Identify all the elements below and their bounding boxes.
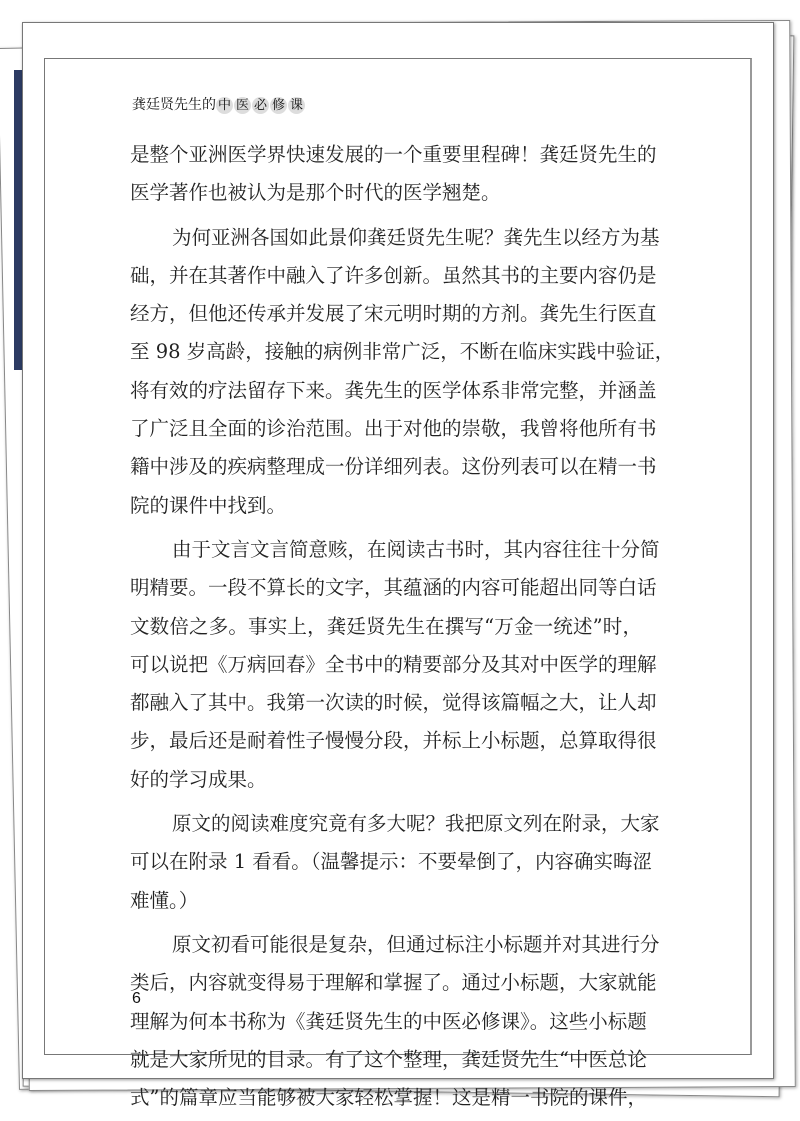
paragraph [130,535,660,803]
running-header [132,94,306,114]
text-line: 医学著作也被认为是那个时代的医学翘楚。 [130,181,501,205]
paragraph [130,809,660,924]
header-highlight-char: 必 [253,98,267,113]
text-line: 好的学习成果。 [130,767,267,791]
text-line: 类后，内容就变得易于理解和掌握了。通过小标题，大家就能 [130,971,657,995]
text-line: 为何亚洲各国如此景仰龚廷贤先生呢？龚先生以经方为基 [172,225,660,249]
text-line: 可以说把《万病回春》全书中的精要部分及其对中医学的理解 [130,652,657,676]
text-line: 础，并在其著作中融入了许多创新。虽然其书的主要内容仍是 [130,263,657,287]
header-highlight-char: 中 [217,98,231,113]
header-highlight-char: 课 [289,98,303,113]
header-highlight-char: 修 [271,98,285,113]
header-prefix: 龚廷贤先生的 [132,97,216,113]
header-highlight-char: 医 [235,98,249,113]
paragraph [130,930,660,1121]
text-line: 式”的篇章应当能够被大家轻松掌握！这是精一书院的课件， [130,1086,647,1110]
paragraph [130,140,657,217]
text-line: 理解为何本书称为《龚廷贤先生的中医必修课》。这些小标题 [130,1009,647,1033]
text-line: 至 98 岁高龄，接触的病例非常广泛，不断在临床实践中验证， [130,340,675,364]
text-line: 由于文言文言简意赅，在阅读古书时，其内容往往十分简 [172,537,660,561]
text-line: 难懂。） [130,888,199,912]
page-number: 6 [132,990,141,1007]
text-line: 文数倍之多。事实上，龚廷贤先生在撰写“万金一统述”时， [130,614,642,638]
text-line: 步，最后还是耐着性子慢慢分段，并标上小标题，总算取得很 [130,729,657,753]
text-line: 原文的阅读难度究竟有多大呢？我把原文列在附录，大家 [172,812,660,836]
text-line: 经方，但他还传承并发展了宋元明时期的方剂。龚先生行医直 [130,302,657,326]
text-line: 籍中涉及的疾病整理成一份详细列表。这份列表可以在精一书 [130,455,657,479]
body-text [130,140,675,1121]
text-line: 明精要。一段不算长的文字，其蕴涵的内容可能超出同等白话 [130,576,657,600]
text-line: 院的课件中找到。 [130,493,287,517]
paragraph [130,223,675,529]
text-line: 了广泛且全面的诊治范围。出于对他的崇敬，我曾将他所有书 [130,417,657,441]
cover-edge-blue [14,70,22,370]
text-line: 可以在附录 1 看看。（温馨提示：不要晕倒了，内容确实晦涩 [130,850,653,874]
text-line: 就是大家所见的目录。有了这个整理，龚廷贤先生“中医总论 [130,1047,647,1071]
text-line: 都融入了其中。我第一次读的时候，觉得该篇幅之大，让人却 [130,691,657,715]
text-line: 将有效的疗法留存下来。龚先生的医学体系非常完整，并涵盖 [130,378,657,402]
text-line: 原文初看可能很是复杂，但通过标注小标题并对其进行分 [172,932,660,956]
text-line: 是整个亚洲医学界快速发展的一个重要里程碑！龚廷贤先生的 [130,143,657,166]
